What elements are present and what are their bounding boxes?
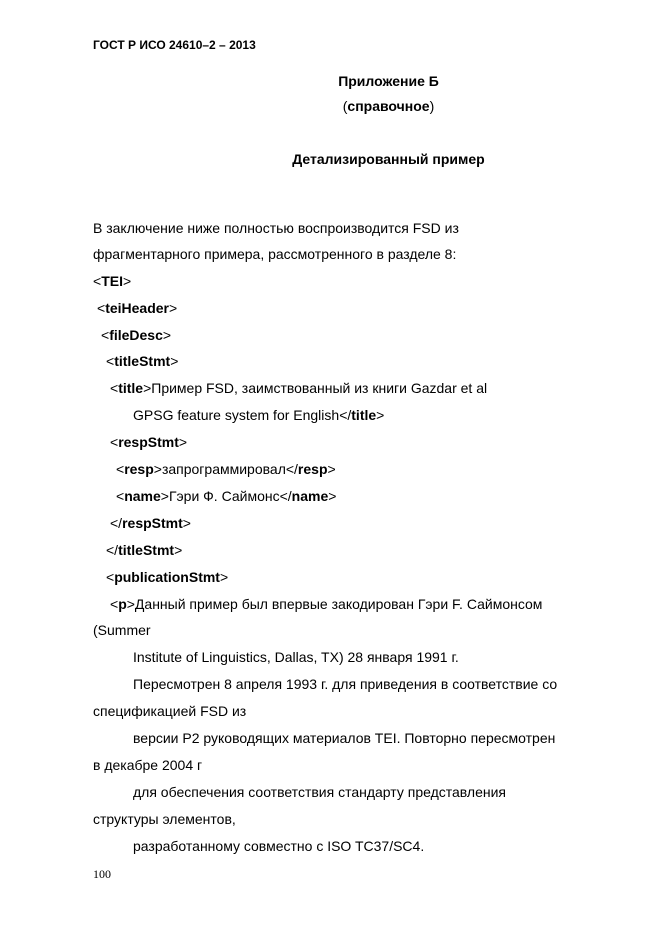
appendix-subtitle: (справочное): [342, 98, 435, 114]
xml-line-filedesc: <fileDesc>: [101, 327, 172, 343]
text-line-18: версии P2 руководящих материалов TEI. Повторно пересмотрен: [133, 730, 556, 746]
xml-line-tei: <TEI>: [93, 273, 132, 289]
text-line-19: в декабре 2004 г: [93, 757, 203, 773]
xml-line-titlestmt: <titleStmt>: [106, 353, 179, 369]
intro-line-1: В заключение ниже полностью воспроизводится FSD из: [93, 220, 459, 236]
text-line-20: для обеспечения соответствия стандарту представления: [133, 784, 507, 800]
appendix-title: Приложение Б: [338, 73, 439, 89]
xml-line-respstmt-close: </respStmt>: [110, 515, 191, 531]
xml-line-p: <p>Данный пример был впервые закодирован Гэри F. Саймонсом: [110, 596, 543, 612]
document-header: ГОСТ Р ИСО 24610–2 – 2013: [93, 38, 256, 52]
xml-line-name: <name>Гэри Ф. Саймонс</name>: [116, 488, 337, 504]
text-line-14: (Summer: [93, 622, 151, 638]
xml-line-respstmt: <respStmt>: [110, 434, 188, 450]
xml-line-publicationstmt: <publicationStmt>: [106, 569, 229, 585]
section-heading: Детализированный пример: [292, 151, 485, 167]
text-line-22: разработанному совместно с ISO TC37/SC4.: [133, 838, 425, 854]
xml-line-title: <title>Пример FSD, заимствованный из книги Gazdar et al: [110, 380, 488, 396]
xml-line-titlestmt-close: </titleStmt>: [106, 542, 183, 558]
text-line-21: структуры элементов,: [93, 811, 236, 827]
intro-line-2: фрагментарного примера, рассмотренного в разделе 8:: [93, 246, 457, 262]
text-line-15: Institute of Linguistics, Dallas, TX) 28 января 1991 г.: [133, 649, 459, 665]
text-line-17: спецификацией FSD из: [93, 703, 247, 719]
page-number: 100: [93, 867, 111, 881]
text-line-16: Пересмотрен 8 апреля 1993 г. для приведения в соответствие со: [133, 676, 558, 692]
xml-line-title-cont: GPSG feature system for English</title>: [133, 407, 385, 423]
xml-line-resp: <resp>запрограммировал</resp>: [116, 461, 336, 477]
xml-line-teiheader: <teiHeader>: [97, 300, 178, 316]
